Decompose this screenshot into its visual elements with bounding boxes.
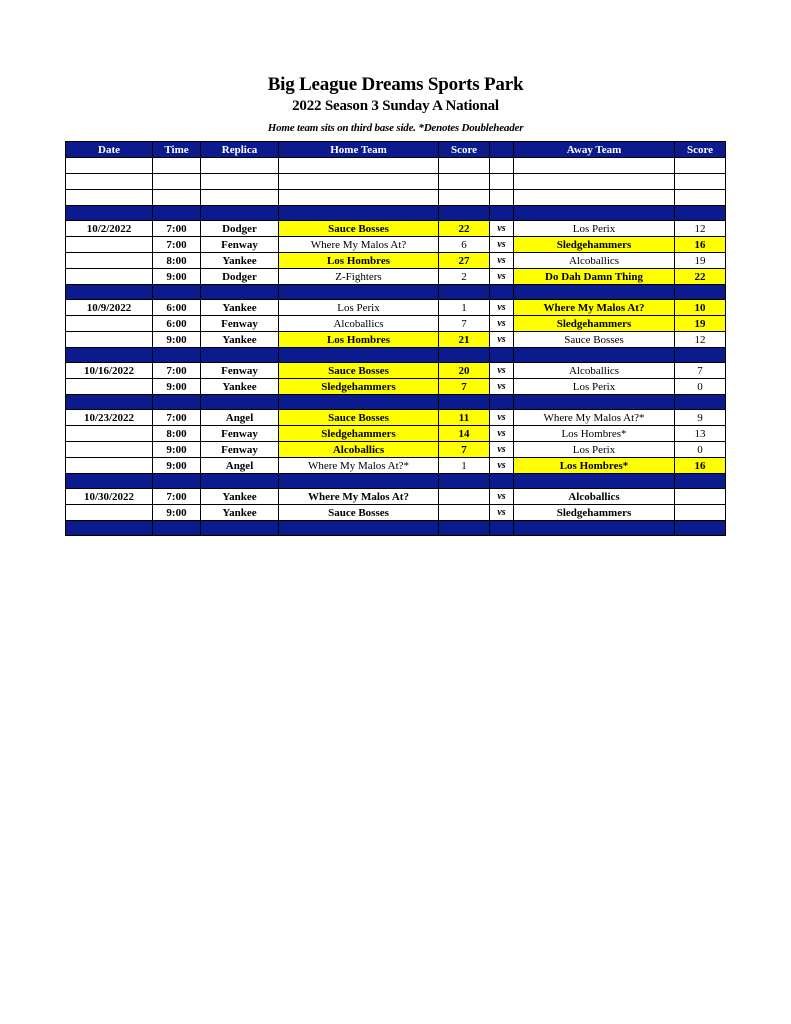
home-score-cell: 21 — [439, 332, 490, 348]
date-cell — [66, 379, 153, 395]
home-score-cell: 6 — [439, 237, 490, 253]
replica-cell: Dodger — [201, 221, 279, 237]
replica-cell: Yankee — [201, 489, 279, 505]
page-title: Big League Dreams Sports Park — [267, 74, 524, 95]
replica-cell: Yankee — [201, 300, 279, 316]
column-header: Time — [153, 142, 201, 158]
replica-cell: Angel — [201, 410, 279, 426]
date-cell: 10/16/2022 — [66, 363, 153, 379]
vs-cell: vs — [490, 489, 514, 505]
replica-cell: Fenway — [201, 442, 279, 458]
time-cell: 8:00 — [153, 426, 201, 442]
away-team-cell: Alcoballics — [514, 363, 675, 379]
replica-cell: Yankee — [201, 505, 279, 521]
home-team-cell: Where My Malos At? — [279, 489, 439, 505]
home-team-cell: Sauce Bosses — [279, 505, 439, 521]
game-row — [66, 379, 726, 395]
away-team-cell: Alcoballics — [514, 489, 675, 505]
home-team-cell: Sauce Bosses — [279, 363, 439, 379]
time-cell: 7:00 — [153, 489, 201, 505]
home-team-cell: Sauce Bosses — [279, 410, 439, 426]
replica-cell: Fenway — [201, 363, 279, 379]
game-row — [66, 332, 726, 348]
away-score-cell — [675, 505, 726, 521]
game-row — [66, 442, 726, 458]
home-team-cell: Where My Malos At? — [279, 237, 439, 253]
away-team-cell: Alcoballics — [514, 253, 675, 269]
date-cell — [66, 505, 153, 521]
away-score-cell: 19 — [675, 316, 726, 332]
away-team-cell: Where My Malos At? — [514, 300, 675, 316]
home-team-cell: Sledgehammers — [279, 379, 439, 395]
vs-cell: vs — [490, 458, 514, 474]
vs-cell: vs — [490, 505, 514, 521]
date-cell — [66, 237, 153, 253]
away-score-cell: 13 — [675, 426, 726, 442]
away-score-cell: 10 — [675, 300, 726, 316]
game-row — [66, 269, 726, 285]
home-team-cell: Los Hombres — [279, 332, 439, 348]
away-score-cell: 16 — [675, 458, 726, 474]
time-cell: 9:00 — [153, 379, 201, 395]
game-row — [66, 489, 726, 505]
home-score-cell — [439, 505, 490, 521]
time-cell: 7:00 — [153, 410, 201, 426]
column-header — [490, 142, 514, 158]
home-team-cell: Where My Malos At?* — [279, 458, 439, 474]
vs-cell: vs — [490, 379, 514, 395]
date-cell — [66, 442, 153, 458]
game-row — [66, 253, 726, 269]
time-cell: 9:00 — [153, 442, 201, 458]
blank-row — [66, 190, 726, 206]
home-team-cell: Alcoballics — [279, 442, 439, 458]
column-header: Score — [675, 142, 726, 158]
home-score-cell: 7 — [439, 316, 490, 332]
home-team-cell: Los Hombres — [279, 253, 439, 269]
page-subtitle: 2022 Season 3 Sunday A National — [292, 98, 499, 114]
date-cell — [66, 253, 153, 269]
table-header-row — [66, 142, 726, 158]
home-score-cell: 22 — [439, 221, 490, 237]
home-score-cell: 1 — [439, 300, 490, 316]
replica-cell: Fenway — [201, 426, 279, 442]
game-row — [66, 237, 726, 253]
column-header: Date — [66, 142, 153, 158]
away-score-cell: 9 — [675, 410, 726, 426]
home-score-cell: 14 — [439, 426, 490, 442]
time-cell: 6:00 — [153, 300, 201, 316]
week-separator-row — [66, 348, 726, 363]
game-row — [66, 410, 726, 426]
home-score-cell: 20 — [439, 363, 490, 379]
vs-cell: vs — [490, 269, 514, 285]
replica-cell: Fenway — [201, 316, 279, 332]
blank-row — [66, 158, 726, 174]
date-cell — [66, 332, 153, 348]
away-score-cell: 7 — [675, 363, 726, 379]
home-team-cell: Alcoballics — [279, 316, 439, 332]
time-cell: 9:00 — [153, 332, 201, 348]
home-score-cell: 2 — [439, 269, 490, 285]
week-separator-row — [66, 474, 726, 489]
date-cell — [66, 426, 153, 442]
game-row — [66, 363, 726, 379]
date-cell: 10/2/2022 — [66, 221, 153, 237]
away-score-cell: 0 — [675, 442, 726, 458]
game-row — [66, 300, 726, 316]
away-team-cell: Los Perix — [514, 379, 675, 395]
home-team-cell: Sledgehammers — [279, 426, 439, 442]
replica-cell: Fenway — [201, 237, 279, 253]
away-team-cell: Los Hombres* — [514, 458, 675, 474]
week-separator-row — [66, 206, 726, 221]
game-row — [66, 221, 726, 237]
game-row — [66, 426, 726, 442]
replica-cell: Dodger — [201, 269, 279, 285]
replica-cell: Yankee — [201, 332, 279, 348]
date-cell — [66, 269, 153, 285]
date-cell: 10/9/2022 — [66, 300, 153, 316]
column-header: Score — [439, 142, 490, 158]
away-score-cell: 12 — [675, 221, 726, 237]
vs-cell: vs — [490, 221, 514, 237]
vs-cell: vs — [490, 237, 514, 253]
away-score-cell: 22 — [675, 269, 726, 285]
game-row — [66, 505, 726, 521]
home-team-cell: Z-Fighters — [279, 269, 439, 285]
home-score-cell: 7 — [439, 442, 490, 458]
time-cell: 9:00 — [153, 269, 201, 285]
time-cell: 9:00 — [153, 458, 201, 474]
away-team-cell: Los Perix — [514, 442, 675, 458]
vs-cell: vs — [490, 253, 514, 269]
date-cell: 10/30/2022 — [66, 489, 153, 505]
date-cell: 10/23/2022 — [66, 410, 153, 426]
column-header: Home Team — [279, 142, 439, 158]
replica-cell: Yankee — [201, 379, 279, 395]
home-team-cell: Sauce Bosses — [279, 221, 439, 237]
week-separator-row — [66, 395, 726, 410]
away-team-cell: Sledgehammers — [514, 237, 675, 253]
time-cell: 8:00 — [153, 253, 201, 269]
time-cell: 7:00 — [153, 363, 201, 379]
away-team-cell: Sauce Bosses — [514, 332, 675, 348]
week-separator-row — [66, 285, 726, 300]
vs-cell: vs — [490, 410, 514, 426]
replica-cell: Angel — [201, 458, 279, 474]
time-cell: 9:00 — [153, 505, 201, 521]
home-score-cell: 7 — [439, 379, 490, 395]
away-score-cell: 19 — [675, 253, 726, 269]
game-row — [66, 458, 726, 474]
page-note: Home team sits on third base side. *Denotes Doubleheader — [267, 122, 524, 134]
time-cell: 7:00 — [153, 237, 201, 253]
vs-cell: vs — [490, 363, 514, 379]
replica-cell: Yankee — [201, 253, 279, 269]
home-team-cell: Los Perix — [279, 300, 439, 316]
schedule-table — [65, 141, 726, 536]
away-score-cell — [675, 489, 726, 505]
vs-cell: vs — [490, 332, 514, 348]
home-score-cell — [439, 489, 490, 505]
column-header: Away Team — [514, 142, 675, 158]
time-cell: 7:00 — [153, 221, 201, 237]
away-team-cell: Do Dah Damn Thing — [514, 269, 675, 285]
date-cell — [66, 316, 153, 332]
vs-cell: vs — [490, 316, 514, 332]
away-team-cell: Where My Malos At?* — [514, 410, 675, 426]
column-header: Replica — [201, 142, 279, 158]
vs-cell: vs — [490, 442, 514, 458]
home-score-cell: 11 — [439, 410, 490, 426]
blank-row — [66, 174, 726, 190]
vs-cell: vs — [490, 426, 514, 442]
home-score-cell: 27 — [439, 253, 490, 269]
away-score-cell: 16 — [675, 237, 726, 253]
date-cell — [66, 458, 153, 474]
vs-cell: vs — [490, 300, 514, 316]
away-score-cell: 0 — [675, 379, 726, 395]
away-team-cell: Sledgehammers — [514, 316, 675, 332]
time-cell: 6:00 — [153, 316, 201, 332]
game-row — [66, 316, 726, 332]
away-team-cell: Sledgehammers — [514, 505, 675, 521]
away-team-cell: Los Hombres* — [514, 426, 675, 442]
away-team-cell: Los Perix — [514, 221, 675, 237]
week-separator-row — [66, 521, 726, 536]
home-score-cell: 1 — [439, 458, 490, 474]
away-score-cell: 12 — [675, 332, 726, 348]
